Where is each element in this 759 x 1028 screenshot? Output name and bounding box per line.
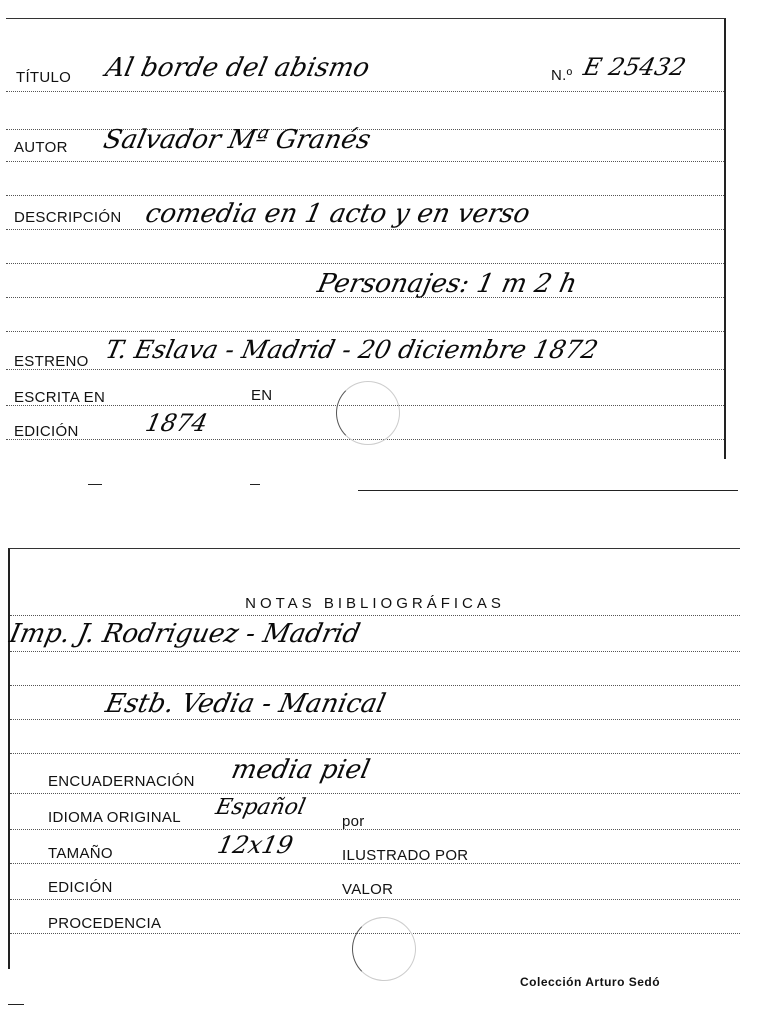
edicion-label: EDICIÓN bbox=[48, 879, 113, 896]
rule bbox=[6, 369, 724, 370]
por-label: por bbox=[342, 813, 365, 830]
estreno-label: ESTRENO bbox=[14, 353, 89, 370]
stamp-mark bbox=[336, 381, 400, 445]
stamp-mark bbox=[352, 917, 416, 981]
titulo-value: Al borde del abismo bbox=[102, 53, 373, 83]
rule bbox=[6, 91, 724, 92]
establecimiento-line: Estb. Vedia - Manical bbox=[102, 689, 389, 719]
en-label: EN bbox=[251, 387, 273, 404]
rule bbox=[10, 829, 740, 830]
rule bbox=[6, 263, 724, 264]
tamano-label: TAMAÑO bbox=[48, 845, 113, 862]
encuadernacion-label: ENCUADERNACIÓN bbox=[48, 773, 195, 790]
idioma-label: IDIOMA ORIGINAL bbox=[48, 809, 181, 826]
rule bbox=[6, 161, 724, 162]
encuadernacion-value: media piel bbox=[228, 755, 373, 785]
autor-value: Salvador Mª Granés bbox=[100, 125, 374, 155]
descripcion-label: DESCRIPCIÓN bbox=[14, 209, 122, 226]
numero-value: E 25432 bbox=[581, 53, 689, 81]
personajes-value: Personajes: 1 m 2 h bbox=[314, 269, 580, 299]
edicion-value: 1874 bbox=[143, 409, 211, 437]
numero-label: N.º bbox=[551, 67, 573, 84]
rule bbox=[10, 615, 740, 616]
estreno-value: T. Eslava - Madrid - 20 diciembre 1872 bbox=[102, 335, 601, 364]
imprenta-line: Imp. J. Rodriguez - Madrid bbox=[6, 619, 363, 649]
rule bbox=[6, 195, 724, 196]
rule bbox=[6, 229, 724, 230]
rule bbox=[10, 793, 740, 794]
rule bbox=[10, 719, 740, 720]
catalog-card-bottom bbox=[6, 548, 740, 989]
descripcion-value: comedia en 1 acto y en verso bbox=[142, 199, 533, 229]
rule bbox=[10, 685, 740, 686]
escrita-label: ESCRITA EN bbox=[14, 389, 106, 406]
notas-title: NOTAS BIBLIOGRÁFICAS bbox=[245, 595, 505, 612]
titulo-label: TÍTULO bbox=[16, 69, 72, 86]
idioma-value: Español bbox=[213, 795, 308, 820]
tamano-value: 12x19 bbox=[215, 831, 296, 859]
edge-line bbox=[250, 484, 260, 485]
ilustrado-label: ILUSTRADO POR bbox=[342, 847, 469, 864]
edge-line bbox=[88, 484, 102, 485]
coleccion-footer: Colección Arturo Sedó bbox=[520, 975, 661, 989]
rule bbox=[10, 899, 740, 900]
autor-label: AUTOR bbox=[14, 139, 68, 156]
valor-label: VALOR bbox=[342, 881, 394, 898]
procedencia-label: PROCEDENCIA bbox=[48, 915, 162, 932]
catalog-card-top bbox=[6, 18, 726, 459]
rule bbox=[6, 331, 724, 332]
rule bbox=[10, 753, 740, 754]
edicion-label: EDICIÓN bbox=[14, 423, 79, 440]
edge-line bbox=[8, 1004, 24, 1005]
rule bbox=[10, 651, 740, 652]
edge-line bbox=[358, 490, 738, 491]
